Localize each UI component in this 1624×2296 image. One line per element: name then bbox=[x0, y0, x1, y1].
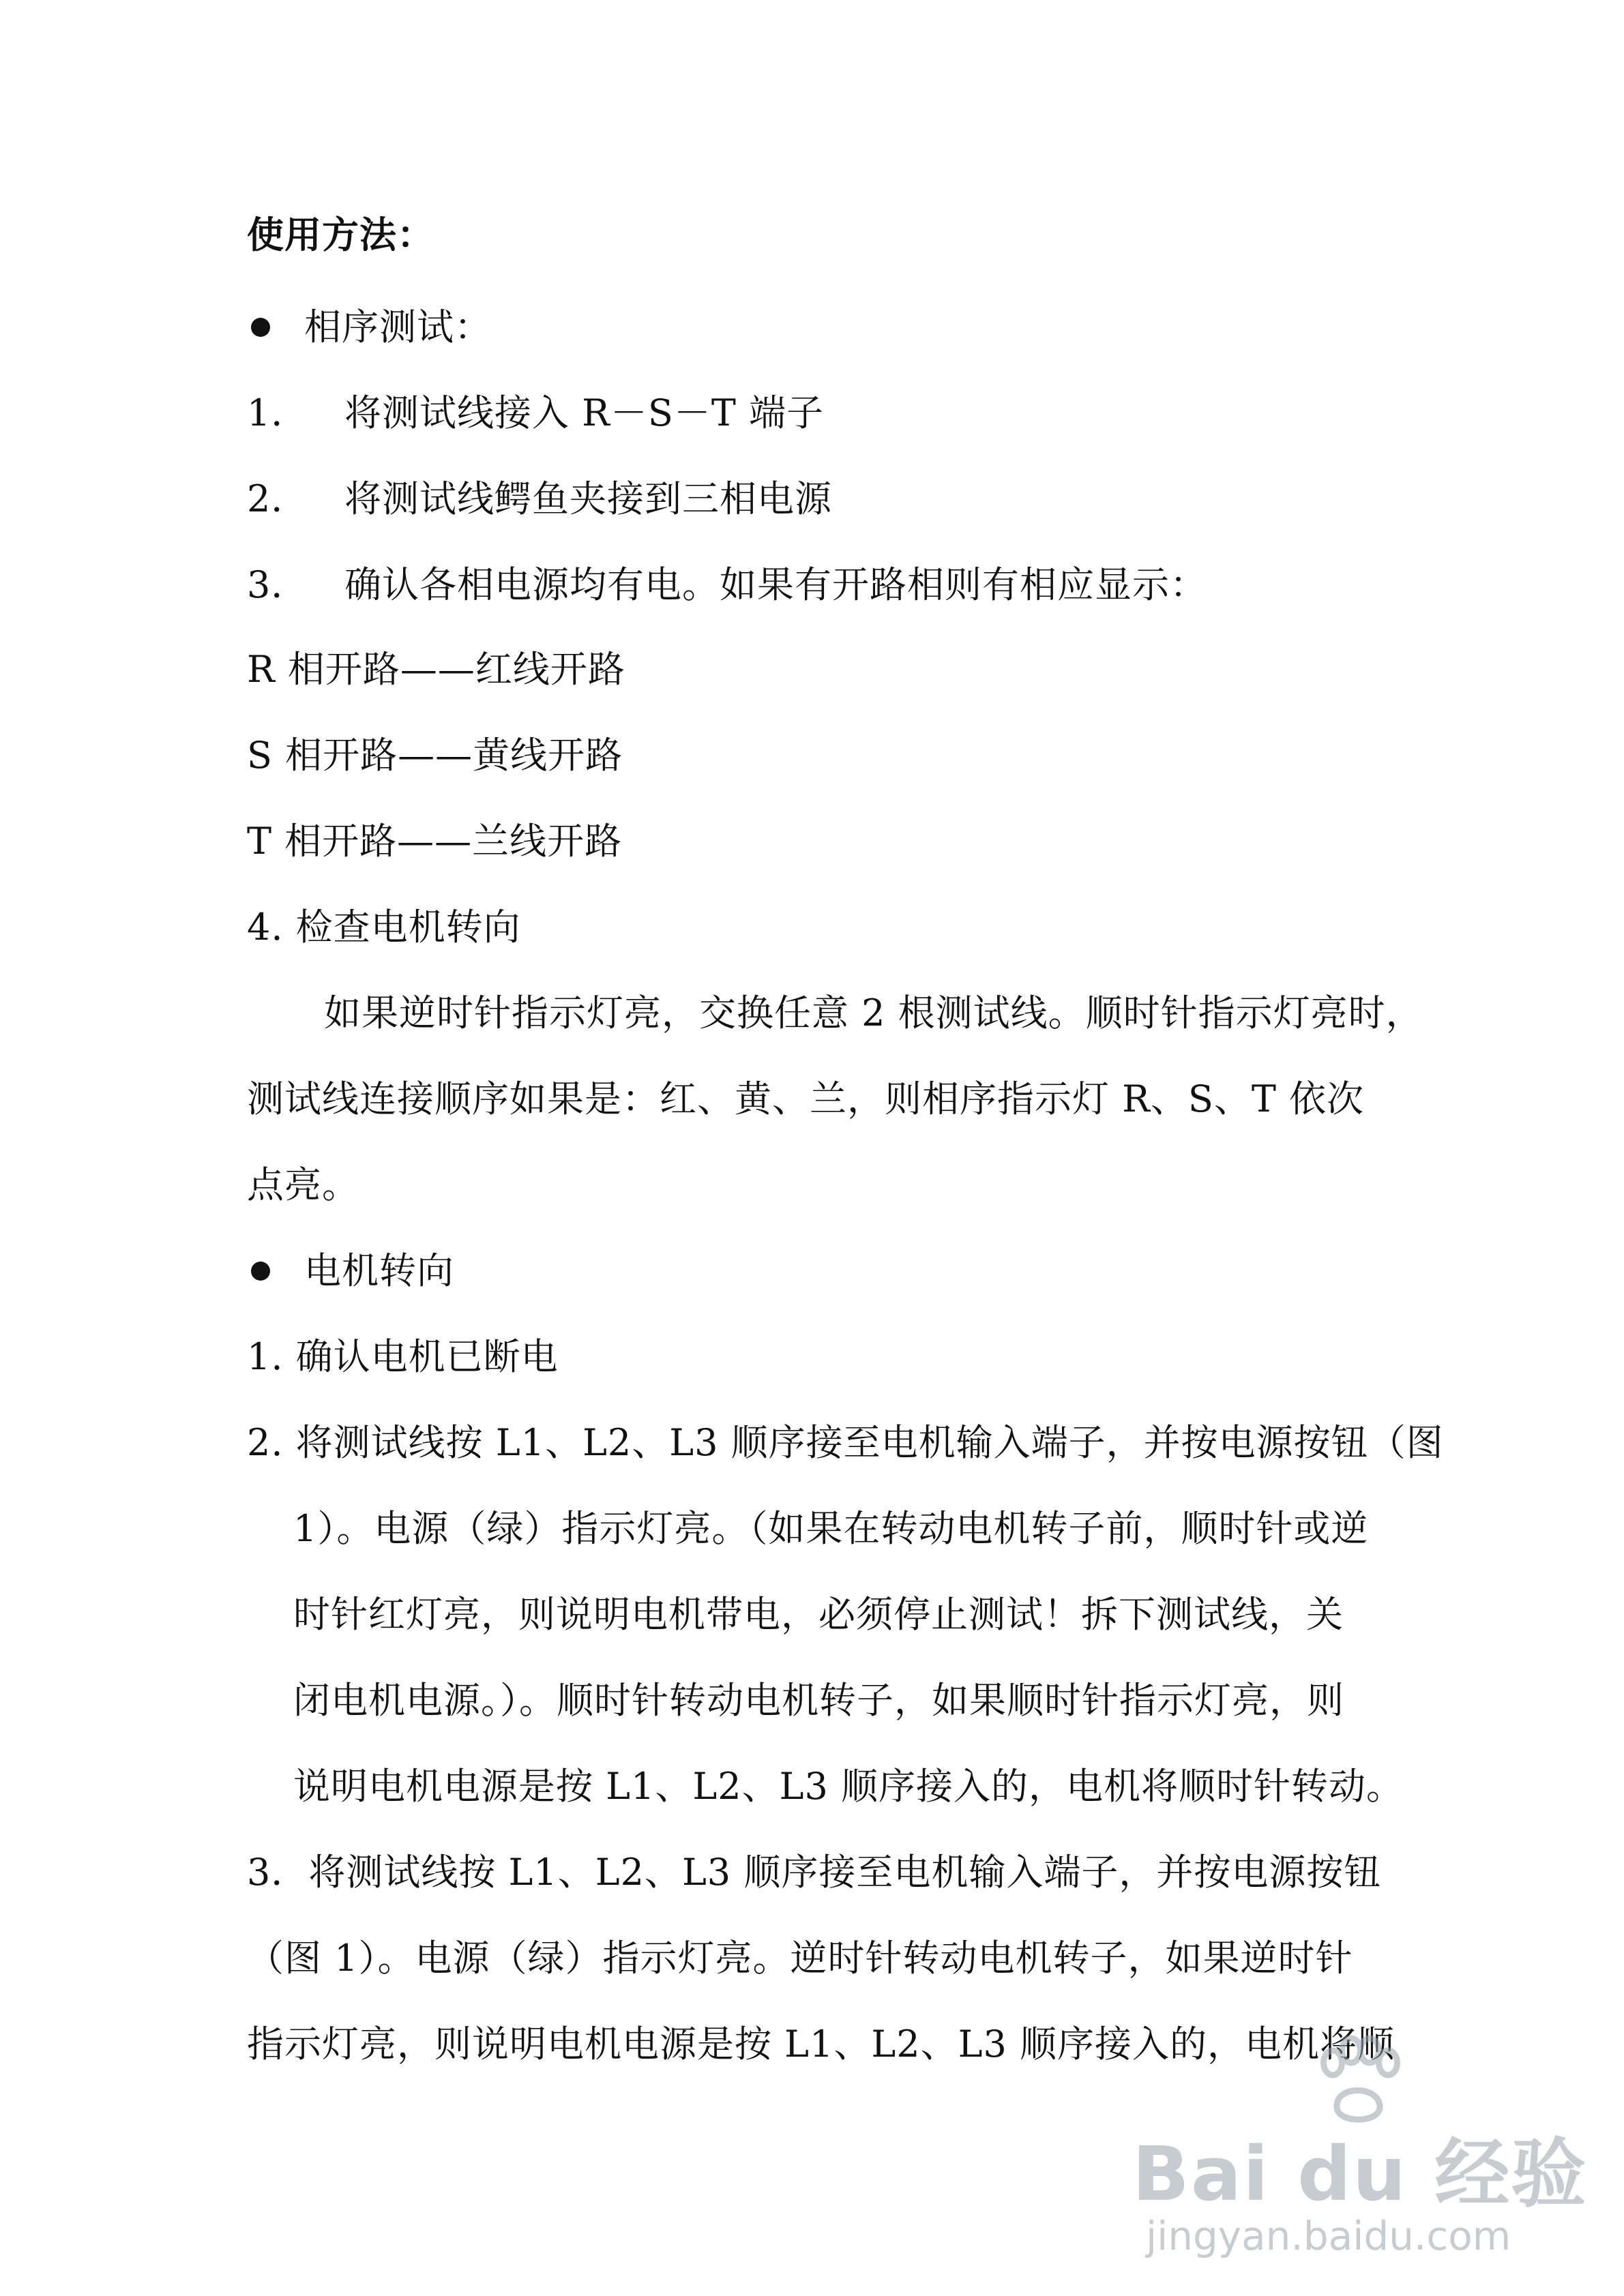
step-text: 将测试线接入 R－S－T 端子 bbox=[344, 391, 824, 434]
paragraph-line: 如果逆时针指示灯亮，交换任意 2 根测试线。顺时针指示灯亮时， bbox=[324, 992, 1423, 1034]
list-item: 3．将测试线按 L1、L2、L3 顺序接至电机输入端子，并按电源按钮 bbox=[247, 1851, 1382, 1894]
step-text: 确认各相电源均有电。如果有开路相则有相应显示： bbox=[344, 563, 1207, 606]
watermark-brand: Bai du 经验 bbox=[1132, 2130, 1588, 2218]
list-item-continuation: 时针红灯亮，则说明电机带电，必须停止测试！拆下测试线，关 bbox=[293, 1593, 1344, 1636]
step-number: 3． bbox=[247, 563, 309, 606]
list-item: 1. 确认电机已断电 bbox=[247, 1335, 559, 1378]
bullet-icon bbox=[251, 1262, 270, 1281]
step-number: 2． bbox=[247, 477, 309, 520]
list-item-continuation: 1）。电源（绿）指示灯亮。（如果在转动电机转子前，顺时针或逆 bbox=[293, 1507, 1369, 1550]
baidu-watermark bbox=[1132, 2032, 1610, 2278]
paragraph-line: 测试线连接顺序如果是：红、黄、兰，则相序指示灯 R、S、T 依次 bbox=[247, 1077, 1364, 1120]
page-title: 使用方法： bbox=[247, 213, 434, 256]
section-heading-motor-direction: 电机转向 bbox=[304, 1249, 454, 1292]
list-item-continuation: 说明电机电源是按 L1、L2、L3 顺序接入的，电机将顺时针转动。 bbox=[293, 1765, 1404, 1808]
bullet-icon bbox=[251, 318, 270, 337]
section-heading-phase-test: 相序测试： bbox=[304, 305, 492, 348]
list-item: 2. 将测试线按 L1、L2、L3 顺序接至电机输入端子，并按电源按钮（图 bbox=[247, 1421, 1444, 1464]
step-number: 1． bbox=[247, 391, 309, 434]
open-phase-s: S 相开路——黄线开路 bbox=[247, 734, 623, 777]
paragraph-line: 点亮。 bbox=[247, 1163, 359, 1206]
list-item-continuation: 指示灯亮，则说明电机电源是按 L1、L2、L3 顺序接入的，电机将顺 bbox=[247, 2023, 1395, 2066]
list-item-continuation: 闭电机电源。）。顺时针转动电机转子，如果顺时针指示灯亮，则 bbox=[293, 1679, 1344, 1722]
step-text: 将测试线鳄鱼夹接到三相电源 bbox=[344, 477, 832, 520]
open-phase-t: T 相开路——兰线开路 bbox=[247, 820, 623, 863]
step-4: 4. 检查电机转向 bbox=[247, 906, 521, 949]
watermark-url: jingyan.baidu.com bbox=[1146, 2213, 1511, 2259]
list-item-continuation: （图 1）。电源（绿）指示灯亮。逆时针转动电机转子，如果逆时针 bbox=[247, 1937, 1353, 1980]
open-phase-r: R 相开路——红线开路 bbox=[247, 648, 625, 691]
